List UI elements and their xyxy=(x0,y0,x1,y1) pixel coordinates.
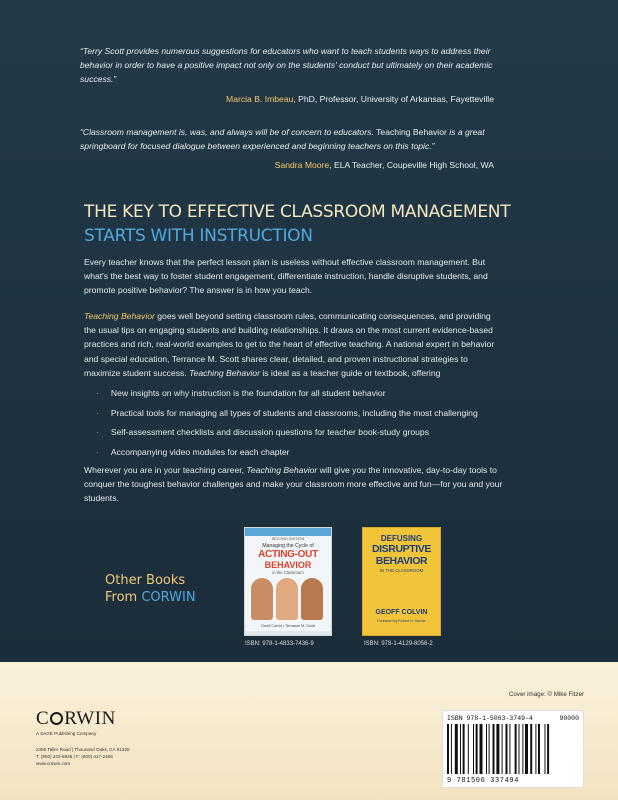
book-1-title-1: Managing the Cycle of xyxy=(262,543,314,549)
barcode-number: 9 781506 337494 xyxy=(447,777,520,785)
contact-line: T: (800) 233-9936 | F: (800) 417-2466 xyxy=(36,754,113,759)
barcode-bar xyxy=(489,724,490,774)
other-books-line-1: Other Books xyxy=(105,573,186,588)
paragraph-2-text-a: goes well beyond setting classroom rules, communicating consequences, and providing the usual tips on engaging students and building relationships. It draws on the most current evidence-based practices and rich, real-world examples to get to the heart of effective teaching. A national expert in behavior and special education, Terrance M. Scott shares clear, detailed, and proven instructional strategies to maximize student success. xyxy=(84,311,495,378)
book-1-edition: SECOND EDITION xyxy=(271,537,305,541)
barcode-price-code: 90000 xyxy=(559,715,579,722)
book-2-isbn: ISBN: 978-1-4129-8056-2 xyxy=(364,641,433,647)
quote-2-affiliation: , ELA Teacher, Coupeville High School, WA xyxy=(329,160,494,170)
children-photo xyxy=(251,578,325,620)
book-1-authors: Geoff Colvin • Terrance M. Scott xyxy=(261,624,315,628)
list-item xyxy=(96,384,478,404)
cover-credit: Cover image: © Mike Fitzer xyxy=(508,691,584,698)
paragraph-2-text-b: is ideal as a teacher guide or textbook, offering xyxy=(259,367,441,378)
barcode-bar xyxy=(473,724,474,774)
headline-line-1: THE KEY TO EFFECTIVE CLASSROOM MANAGEMENT xyxy=(84,202,511,222)
isbn-barcode xyxy=(442,710,584,788)
quote-1 xyxy=(80,44,510,86)
barcode-bar xyxy=(455,724,458,774)
barcode-bar xyxy=(493,724,495,774)
book-1-title-4: in the Classroom xyxy=(272,570,304,575)
paragraph-3-text-a: Wherever you are in your teaching career, xyxy=(84,465,247,475)
barcode-bar xyxy=(535,724,536,774)
barcode-bars xyxy=(447,724,579,774)
barcode-bar xyxy=(480,724,483,774)
quote-2 xyxy=(80,125,510,153)
other-books-heading xyxy=(105,572,196,606)
book-cover-acting-out-behavior xyxy=(244,527,332,636)
paragraph-3 xyxy=(84,463,504,506)
barcode-isbn: ISBN 978-1-5063-3749-4 xyxy=(447,715,533,722)
headline-line-2: STARTS WITH INSTRUCTION xyxy=(84,226,313,246)
book-1-title-3: BEHAVIOR xyxy=(264,560,312,570)
paragraph-2 xyxy=(84,309,504,380)
barcode-bar xyxy=(506,724,508,774)
list-item-text: New insights on why instruction is the foundation for all student behavior xyxy=(110,388,386,398)
barcode-bar xyxy=(476,724,478,774)
book-1-isbn: ISBN: 978-1-4833-7436-9 xyxy=(245,641,314,647)
barcode-bar xyxy=(502,724,503,774)
barcode-bar xyxy=(447,724,449,774)
barcode-bar xyxy=(519,724,520,774)
publisher-address xyxy=(36,746,129,767)
quote-1-name: Marcia B. Imbeau xyxy=(226,94,294,104)
quote-1-affiliation: , PhD, Professor, University of Arkansas, Fayetteville xyxy=(293,94,494,104)
address-line: 2455 Teller Road | Thousand Oaks, CA 91320 xyxy=(36,747,130,752)
book-2-title-3: BEHAVIOR xyxy=(375,555,428,567)
book-1-title-2: ACTING-OUT xyxy=(258,549,318,560)
quote-1-attribution xyxy=(226,94,494,104)
cover-band xyxy=(245,528,331,536)
list-item xyxy=(96,443,478,463)
book-2-title-4: IN THE CLASSROOM xyxy=(379,568,424,573)
quote-2-text-b: is a great springboard for focused dialogue between experienced and beginning teachers on this topic.” xyxy=(80,127,485,151)
other-books-line-2 xyxy=(105,589,196,606)
barcode-bar xyxy=(525,724,528,774)
book-cover-defusing-disruptive-behavior xyxy=(362,527,441,636)
barcode-bar xyxy=(468,724,469,774)
logo-letter-c: C xyxy=(36,708,50,729)
quote-2-attribution xyxy=(275,160,494,170)
book-2-author: GEOFF COLVIN xyxy=(375,609,428,616)
bullet-icon: · xyxy=(96,446,99,457)
other-books-from: From xyxy=(105,590,142,605)
publisher-tagline: A SAGE Publishing Company xyxy=(36,731,97,736)
barcode-bar xyxy=(545,724,546,774)
list-item-text: Accompanying video modules for each chapter xyxy=(110,446,290,457)
book-2-title-2: DISRUPTIVE xyxy=(371,543,431,555)
book-2-foreword: Foreword by Robert H. Horner xyxy=(377,619,426,623)
list-item xyxy=(96,404,478,424)
barcode-bar xyxy=(515,724,517,774)
barcode-bar xyxy=(496,724,499,774)
list-item-text: Self-assessment checklists and discussion questions for teacher book-study groups xyxy=(110,427,430,437)
list-item xyxy=(96,423,478,443)
other-books-brand: CORWIN xyxy=(141,590,196,605)
quote-2-text-a: “Classroom management is, was, and always will be of concern to educators. xyxy=(80,127,377,137)
child-photo-center xyxy=(276,578,298,620)
barcode-bar xyxy=(547,724,549,774)
book-2-title-1: DEFUSING xyxy=(380,534,423,543)
barcode-bar xyxy=(522,724,523,774)
logo-o-icon xyxy=(50,712,63,725)
barcode-bar xyxy=(460,724,461,774)
paragraph-3-title: Teaching Behavior xyxy=(246,465,318,475)
paragraph-3-text-b: will give you the innovative, day-to-day tools to conquer the toughest behavior challenges and make your classroom more effective and fun—for you and your students. xyxy=(84,465,503,504)
child-photo-left xyxy=(251,578,273,620)
logo-letters-rwin: RWIN xyxy=(64,708,116,729)
quote-2-name: Sandra Moore xyxy=(274,160,330,170)
barcode-bar xyxy=(451,724,452,774)
feature-list xyxy=(96,384,478,462)
barcode-bar xyxy=(463,724,465,774)
quote-2-book-title: Teaching Behavior xyxy=(376,127,447,137)
corwin-logo xyxy=(36,708,116,730)
website-line: www.corwin.com xyxy=(36,761,71,766)
barcode-bar xyxy=(538,724,540,774)
quote-1-text: “Terry Scott provides numerous suggestions for educators who want to teach students ways to address their behavior in order to have a positive impact not only on the students' conduct but ultimately on their academic success.” xyxy=(80,46,493,84)
barcode-bar xyxy=(486,724,487,774)
bullet-icon: · xyxy=(96,407,99,418)
barcode-bar xyxy=(509,724,510,774)
bullet-icon: · xyxy=(96,388,99,398)
paragraph-2-title-2: Teaching Behavior xyxy=(189,367,260,378)
list-item-text: Practical tools for managing all types of students and classrooms, including the most challenging xyxy=(110,407,478,418)
cover-footer-band xyxy=(245,631,331,635)
barcode-bar xyxy=(530,724,532,774)
child-photo-right xyxy=(301,578,323,620)
paragraph-1: Every teacher knows that the perfect lesson plan is useless without effective classroom management. But what's the best way to foster student engagement, differentiate instruction, handle disruptive students, and promote positive behavior? The answer is in how you teach. xyxy=(84,257,488,296)
bullet-icon: · xyxy=(96,427,99,437)
paragraph-2-title: Teaching Behavior xyxy=(84,311,155,321)
